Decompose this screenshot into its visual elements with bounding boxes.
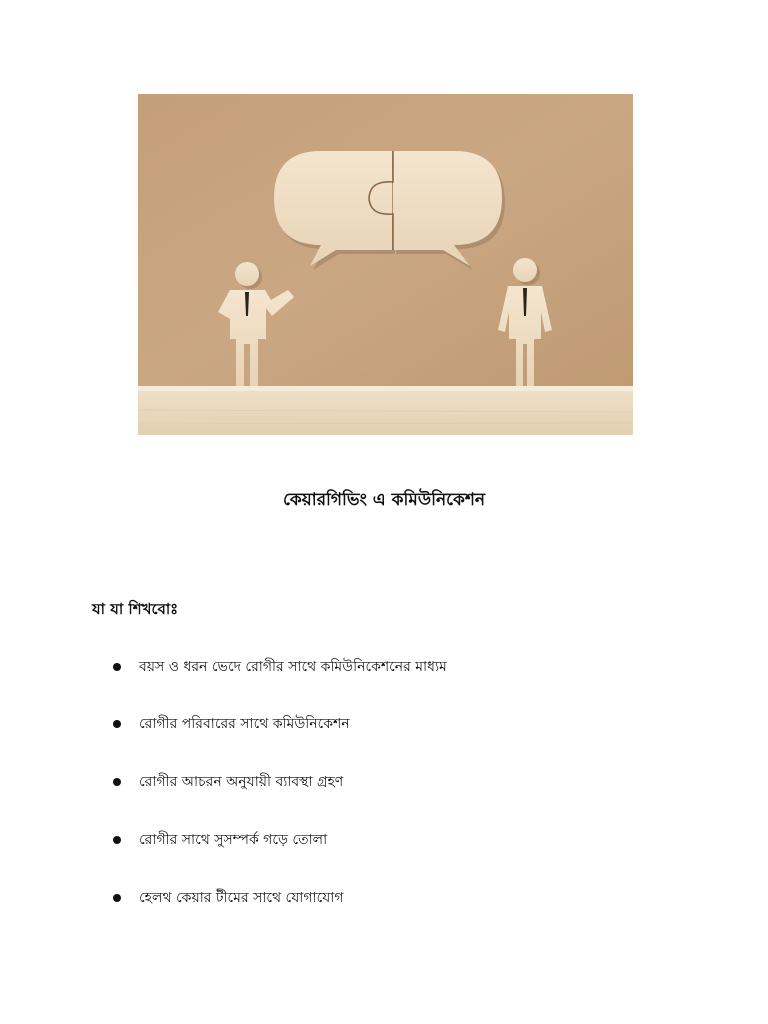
bullet-icon (113, 836, 121, 844)
list-item-text: রোগীর আচরন অনুযায়ী ব্যাবস্থা গ্রহণ (139, 774, 344, 790)
list-item-text: রোগীর সাথে সুসম্পর্ক গড়ে তোলা (139, 832, 328, 848)
list-item (113, 711, 350, 737)
list-item-text: বয়স ও ধরন ভেদে রোগীর সাথে কমিউনিকেশনের মাধ্যম (139, 659, 447, 675)
learning-heading: যা যা শিখবোঃ (92, 600, 179, 618)
bullet-icon (113, 720, 121, 728)
list-item (113, 827, 327, 853)
hero-image (138, 94, 633, 435)
list-item-text: হেলথ কেয়ার টীমের সাথে যোগাযোগ (139, 890, 344, 906)
list-item (113, 769, 343, 795)
list-item (113, 654, 447, 680)
document-title: কেয়ারগিভিং এ কমিউনিকেশন (282, 490, 486, 510)
bullet-icon (113, 778, 121, 786)
list-item-text: রোগীর পরিবারের সাথে কমিউনিকেশন (139, 716, 350, 732)
list-item (113, 885, 344, 911)
bullet-icon (113, 663, 121, 671)
bullet-icon (113, 894, 121, 902)
